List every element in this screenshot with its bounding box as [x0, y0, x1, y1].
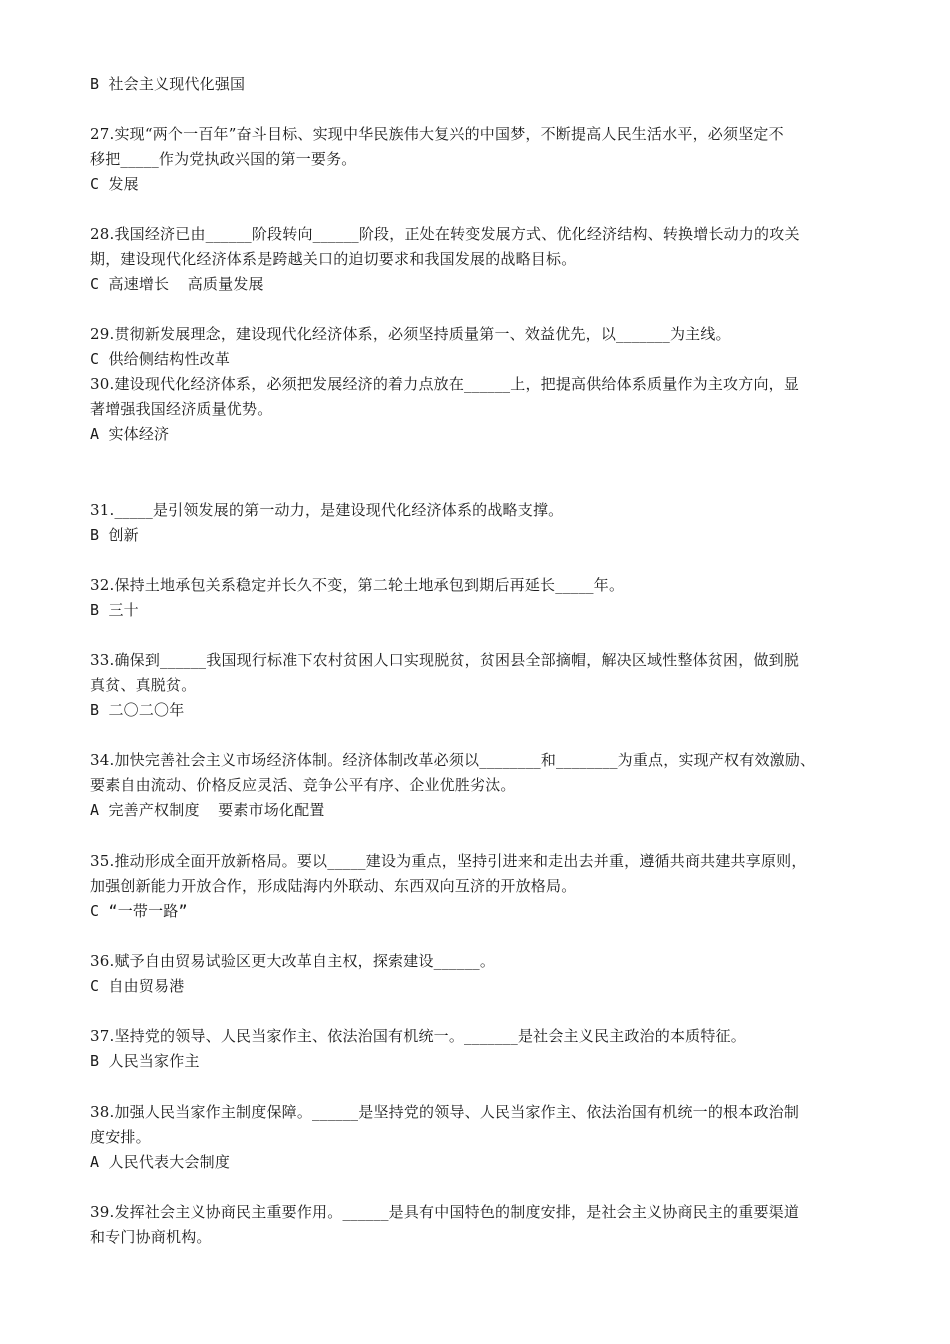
answer-31: B 创新 — [90, 526, 139, 544]
answer-36: C 自由贸易港 — [90, 977, 185, 995]
question-37: 37.坚持党的领导、人民当家作主、依法治国有机统一。_______是社会主义民主政治的本质特征。 — [90, 1027, 746, 1045]
question-33-line-2: 真贫、真脱贫。 — [90, 676, 197, 694]
question-32: 32.保持土地承包关系稳定并长久不变，第二轮土地承包到期后再延长_____年。 — [90, 576, 625, 594]
answer-26: B 社会主义现代化强国 — [90, 75, 246, 93]
question-39-line-1: 39.发挥社会主义协商民主重要作用。______是具有中国特色的制度安排，是社会主义协商民主的重要渠道 — [90, 1203, 800, 1221]
answer-38: A 人民代表大会制度 — [90, 1153, 231, 1171]
answer-30: A 实体经济 — [90, 425, 170, 443]
question-30-line-1: 30.建设现代化经济体系，必须把发展经济的着力点放在______上，把提高供给体系质量作为主攻方向，显 — [90, 375, 800, 393]
question-30-line-2: 著增强我国经济质量优势。 — [90, 400, 273, 418]
answer-35: C “一带一路” — [90, 902, 188, 920]
question-29: 29.贯彻新发展理念，建设现代化经济体系，必须坚持质量第一、效益优先，以_______为主线。 — [90, 325, 731, 343]
answer-37: B 人民当家作主 — [90, 1052, 200, 1070]
question-39-line-2: 和专门协商机构。 — [90, 1228, 212, 1246]
question-28-line-2: 期，建设现代化经济体系是跨越关口的迫切要求和我国发展的战略目标。 — [90, 250, 577, 268]
question-38-line-1: 38.加强人民当家作主制度保障。______是坚持党的领导、人民当家作主、依法治国有机统一的根本政治制 — [90, 1103, 800, 1121]
question-38-line-2: 度安排。 — [90, 1128, 151, 1146]
question-31: 31._____是引领发展的第一动力，是建设现代化经济体系的战略支撑。 — [90, 501, 564, 519]
answer-27: C 发展 — [90, 175, 139, 193]
answer-33: B 二〇二〇年 — [90, 701, 185, 719]
question-34-line-2: 要素自由流动、价格反应灵活、竞争公平有序、企业优胜劣汰。 — [90, 776, 516, 794]
answer-29: C 供给侧结构性改革 — [90, 350, 231, 368]
question-27-line-2: 移把_____作为党执政兴国的第一要务。 — [90, 150, 357, 168]
answer-32: B 三十 — [90, 601, 139, 619]
question-28-line-1: 28.我国经济已由______阶段转向______阶段，正处在转变发展方式、优化经济结构、转换增长动力的攻关 — [90, 225, 800, 243]
answer-34: A 完善产权制度 要素市场化配置 — [90, 801, 325, 819]
question-35-line-2: 加强创新能力开放合作，形成陆海内外联动、东西双向互济的开放格局。 — [90, 877, 577, 895]
answer-28: C 高速增长 高质量发展 — [90, 275, 264, 293]
question-36: 36.赋予自由贸易试验区更大改革自主权，探索建设______。 — [90, 952, 496, 970]
question-33-line-1: 33.确保到______我国现行标准下农村贫困人口实现脱贫，贫困县全部摘帽，解决区域性整体贫困，做到脱 — [90, 651, 800, 669]
question-27-line-1: 27.实现“两个一百年”奋斗目标、实现中华民族伟大复兴的中国梦，不断提高人民生活水平，必须坚定不 — [90, 125, 784, 143]
question-35-line-1: 35.推动形成全面开放新格局。要以_____建设为重点，坚持引进来和走出去并重，遵循共商共建共享原则， — [90, 852, 807, 870]
question-34-line-1: 34.加快完善社会主义市场经济体制。经济体制改革必须以________和________为重点，实现产权有效激励、 — [90, 751, 816, 769]
